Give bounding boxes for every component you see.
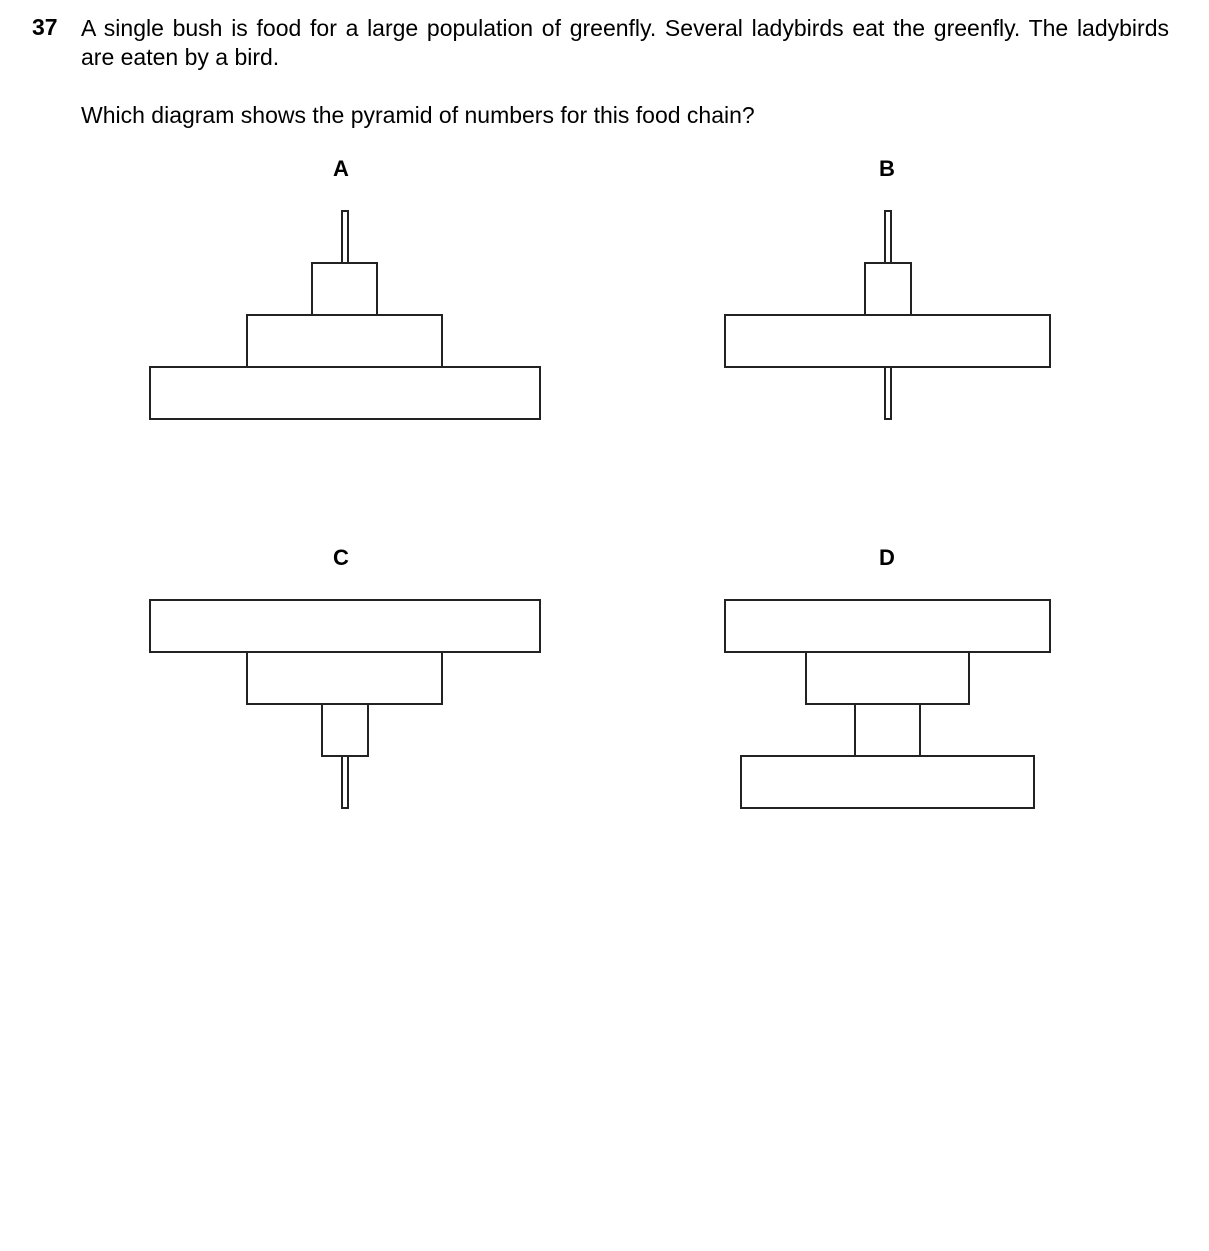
pyramid-a-level-4	[150, 367, 540, 419]
pyramid-b-level-3	[725, 315, 1050, 367]
option-c-label: C	[333, 545, 349, 570]
pyramid-c-level-3	[322, 704, 368, 756]
pyramid-d-level-3	[855, 704, 920, 756]
question-prompt: Which diagram shows the pyramid of numbers for this food chain?	[81, 102, 755, 128]
pyramid-a-level-1	[342, 211, 348, 263]
pyramid-diagram-d	[725, 600, 1050, 808]
question-number: 37	[32, 14, 58, 40]
pyramid-d-level-2	[806, 652, 969, 704]
question-text: A single bush is food for a large population of greenfly. Several ladybirds eat the greenfly. The ladybirds are eaten by a bird.	[81, 15, 1169, 70]
pyramid-a-level-2	[312, 263, 377, 315]
pyramid-c-level-4	[342, 756, 348, 808]
pyramid-a-level-3	[247, 315, 442, 367]
pyramid-diagram-c	[150, 600, 540, 808]
pyramid-b-level-1	[885, 211, 891, 263]
pyramid-diagram-a	[150, 211, 540, 419]
pyramid-b-level-2	[865, 263, 911, 315]
option-d-label: D	[879, 545, 895, 570]
option-a-label: A	[333, 156, 349, 181]
pyramid-diagram-b	[725, 211, 1050, 419]
pyramid-d-level-1	[725, 600, 1050, 652]
pyramid-b-level-4	[885, 367, 891, 419]
pyramid-d-level-4	[741, 756, 1034, 808]
pyramid-c-level-1	[150, 600, 540, 652]
pyramid-c-level-2	[247, 652, 442, 704]
option-b-label: B	[879, 156, 895, 181]
